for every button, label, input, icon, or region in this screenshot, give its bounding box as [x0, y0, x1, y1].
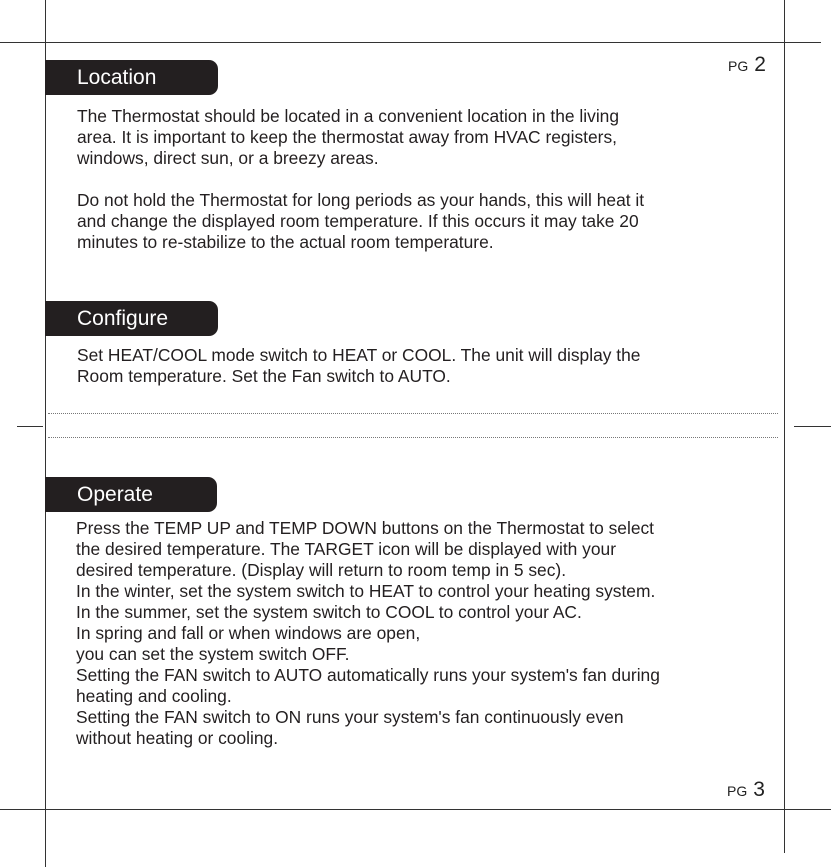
text-line: Do not hold the Thermostat for long periods as your hands, this will heat it [77, 190, 645, 210]
text-line: you can set the system switch OFF. [76, 644, 350, 664]
location-heading: Location [45, 60, 218, 95]
configure-heading: Configure [45, 301, 218, 336]
text-line: the desired temperature. The TARGET icon will be displayed with your [76, 539, 617, 559]
text-line: and change the displayed room temperature. If this occurs it may take 20 [77, 211, 639, 231]
fold-tick-left [17, 426, 43, 427]
location-paragraph-2 [77, 190, 644, 253]
text-line: desired temperature. (Display will return to room temp in 5 sec). [76, 560, 567, 580]
page-number-bottom [727, 778, 765, 802]
text-line: without heating or cooling. [76, 728, 279, 748]
top-crop-line [0, 42, 821, 43]
text-line: windows, direct sun, or a breezy areas. [77, 148, 379, 168]
location-paragraph-1 [77, 106, 619, 169]
text-line: Setting the FAN switch to AUTO automatically runs your system's fan during [76, 665, 660, 685]
page-number-top [728, 53, 766, 77]
operate-heading: Operate [45, 477, 217, 512]
text-line: Room temperature. Set the Fan switch to AUTO. [77, 366, 451, 386]
text-line: In spring and fall or when windows are open, [76, 623, 421, 643]
text-line: Setting the FAN switch to ON runs your system's fan continuously even [76, 707, 624, 727]
fold-tick-right [794, 426, 831, 427]
text-line: In the winter, set the system switch to HEAT to control your heating system. [76, 581, 656, 601]
text-line: heating and cooling. [76, 686, 232, 706]
left-crop-line [45, 0, 46, 867]
page-number: 2 [754, 53, 766, 76]
page-number: 3 [753, 778, 765, 801]
text-line: area. It is important to keep the thermostat away from HVAC registers, [77, 127, 617, 147]
fold-dotted-line-upper [48, 413, 778, 414]
text-line: The Thermostat should be located in a convenient location in the living [77, 106, 620, 126]
text-line: minutes to re-stabilize to the actual room temperature. [77, 232, 494, 252]
fold-dotted-line-lower [48, 437, 778, 438]
text-line: Press the TEMP UP and TEMP DOWN buttons on the Thermostat to select [76, 518, 655, 538]
operate-paragraph [76, 518, 660, 749]
configure-paragraph [77, 345, 640, 387]
right-crop-line [784, 0, 785, 853]
bottom-crop-line [0, 809, 831, 810]
text-line: In the summer, set the system switch to COOL to control your AC. [76, 602, 582, 622]
text-line: Set HEAT/COOL mode switch to HEAT or COOL. The unit will display the [77, 345, 641, 365]
page-label: PG [727, 783, 748, 799]
page-label: PG [728, 58, 749, 74]
